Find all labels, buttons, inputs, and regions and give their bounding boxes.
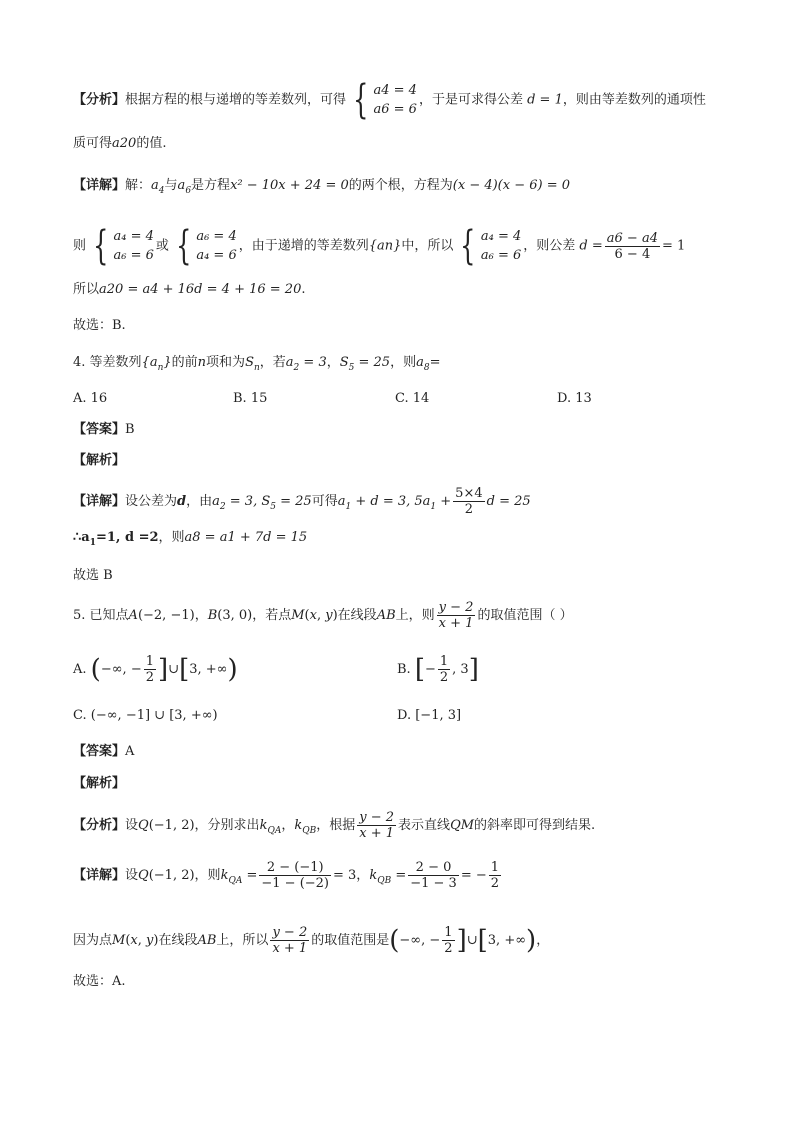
q4-option-b: B. 15: [233, 391, 268, 406]
q3-analysis-line: 【分析】根据方程的根与递增的等差数列，可得 { a4 = 4 a6 = 6 ，于是可求得公差 d = 1，则由等差数列的通项性: [73, 77, 706, 123]
q5-analysis: 【分析】设Q(−1, 2)，分别求出$k_{QA}$，$k_{QB}$，根据 $\frac{y - 2}{x + 1}$ 表示直线QM的斜率即可得到结果.: [73, 810, 596, 841]
q5-answer: 【答案】A: [73, 744, 135, 759]
q4-option-a: A. 16: [73, 391, 108, 406]
q4-stem: 4. 等差数列$\{a_n\}$的前n项和为$S_n$，若$a_2 = 3$，$S_5 = 25$，则$a_8=$: [73, 355, 441, 373]
q4-answer: 【答案】B: [73, 422, 135, 437]
q5-stem: 5. 已知点A(−2, −1)，B(3, 0)，若点M(x, y)在线段AB上，则 $\frac{y - 2}{x + 1}$ 的取值范围（ ）: [73, 600, 573, 631]
q5-jiexi: 【解析】: [73, 776, 126, 791]
q4-jiexi: 【解析】: [73, 453, 126, 468]
q3-detail-line1: 【详解】解：$a_4$与$a_6$是方程x² − 10x + 24 = 0的两个根，方程为(x − 4)(x − 6) = 0: [73, 178, 571, 196]
q5-pick: 故选：A.: [73, 974, 126, 989]
analysis-tag: 【分析】: [73, 92, 126, 108]
q5-because: 因为点M(x, y)在线段AB上，所以 $\frac{y - 2}{x + 1}$ 的取值范围是(−∞, − $\frac{1}{2}$ ]∪[3, +∞)，: [73, 925, 550, 956]
q5-option-c: C. (−∞, −1] ∪ [3, +∞): [73, 708, 218, 723]
q4-option-c: C. 14: [395, 391, 430, 406]
q3-answer-line: 故选：B.: [73, 318, 126, 333]
q5-option-b: B. [− $\frac{1}{2}$ , 3]: [397, 654, 479, 685]
q5-option-a: A. (−∞, − $\frac{1}{2}$ ]∪[3, +∞): [73, 654, 238, 685]
q4-detail: 【详解】设公差为d，由$a_2 = 3$, $S_5 = 25$可得$a_1 + d = 3$, $5a_1$ + $\frac{5\times 4}{2}$ d = 25: [73, 486, 531, 517]
q4-therefore: $\therefore a_1=1$, d =2，则a8 = a1 + 7d = 15: [73, 530, 308, 548]
q5-option-d: D. [−1, 3]: [397, 708, 462, 723]
q4-pick: 故选 B: [73, 568, 113, 583]
q4-option-d: D. 13: [557, 391, 592, 406]
q5-detail: 【详解】设Q(−1, 2)，则$k_{QA}$ = $\frac{2 - (-1)}{-1 - (-2)}$ = 3，$k_{QB}$ = $\frac{2 - 0}{-1 - 3}$ = − $\frac{1}{2}$: [73, 860, 500, 891]
detail-tag: 【详解】: [73, 178, 126, 193]
slope-fraction: $\frac{a6 - a4}{6 - 4}$: [606, 230, 658, 262]
equation-system: { a4 = 4 a6 = 6: [353, 77, 417, 123]
q3-analysis-line2: 质可得a20的值.: [73, 136, 167, 151]
q3-final-line: 所以a20 = a4 + 16d = 4 + 16 = 20.: [73, 282, 306, 297]
q3-detail-line2: 则 { a₄ = 4 a₆ = 6 或 { a₆ = 4 a₄ = 6 ，由于递增的等差数列{an}中，所以 { a₄ = 4 a₆ = 6 ，则公差 d = $\frac{a6 - a4}{6 - 4}$ = 1: [73, 223, 686, 269]
